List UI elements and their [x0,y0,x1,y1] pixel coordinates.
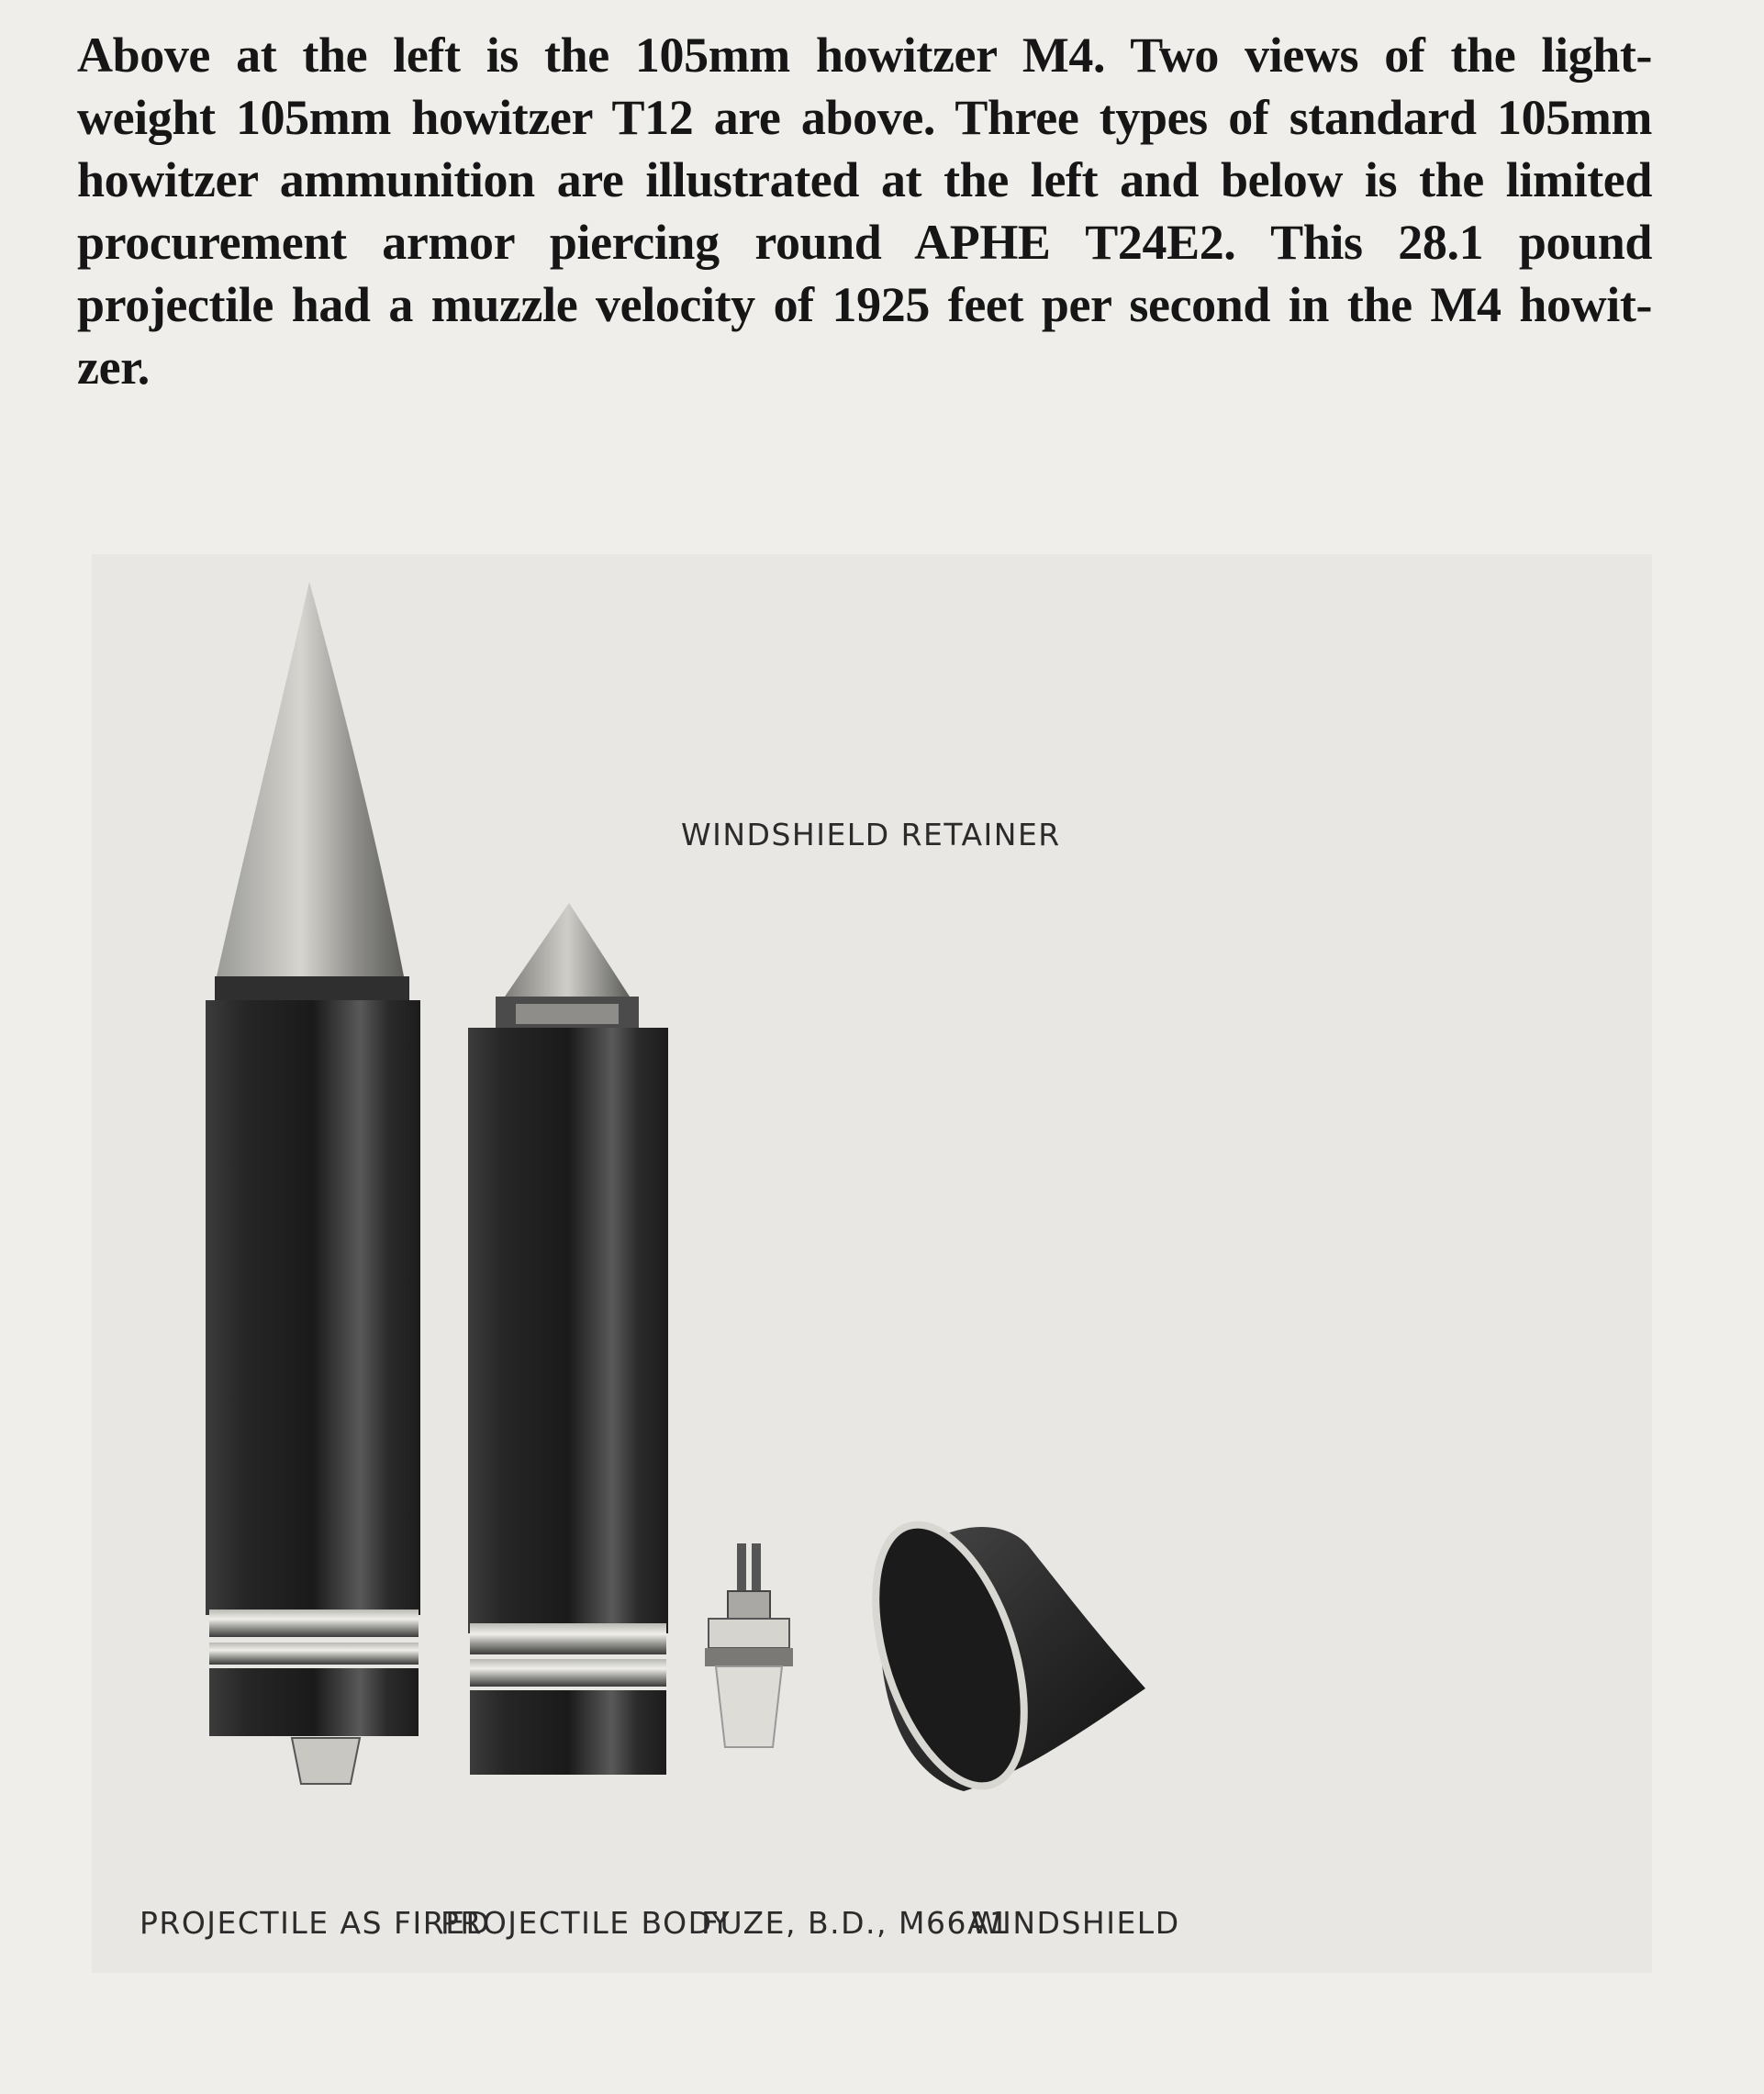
caption-paragraph [77,24,1652,398]
caption-line-3: howitzer ammunition are illustrated at the left and below is the limited [77,152,1652,207]
rotating-band-1 [209,1609,419,1637]
label-windshield-retainer: WINDSHIELD RETAINER [681,817,1061,852]
projectile-body-shell-2 [468,1028,668,1633]
rotating-band-2 [209,1643,419,1665]
base-fuze-tip [292,1738,360,1784]
label-projectile-as-fired: PROJECTILE AS FIRED [140,1905,491,1941]
caption-line-2: weight 105mm howitzer T12 are above. Three types of standard 105mm [77,90,1652,145]
caption-line-6: zer. [77,340,150,395]
label-fuze: FUZE, B.D., M66A1 [701,1905,1010,1941]
caption-line-1: Above at the left is the 105mm howitzer M4. Two views of the light- [77,28,1652,83]
caption-line-5: projectile had a muzzle velocity of 1925 feet per second in the M4 howit- [77,277,1652,332]
projectile-body-image [468,903,668,1775]
projectile-body-shell [206,1000,420,1615]
projectile-base [209,1668,419,1736]
projectile-as-fired-image [206,582,425,1784]
caption-line-4: procurement armor piercing round APHE T24E2. This 28.1 pound [77,215,1652,270]
projectile-body-base [470,1690,666,1775]
ammunition-illustration [92,554,1652,1973]
cap-band [215,976,409,1000]
ballistic-cap [217,582,404,976]
projectile-nose [505,903,630,997]
label-windshield: WINDSHIELD [971,1905,1180,1941]
label-projectile-body: PROJECTILE BODY [441,1905,731,1941]
rotating-band-3 [470,1623,666,1654]
windshield-image [847,1507,1145,1805]
fuze-image [705,1543,793,1747]
rotating-band-4 [470,1659,666,1687]
ammunition-photo [92,554,1652,1973]
